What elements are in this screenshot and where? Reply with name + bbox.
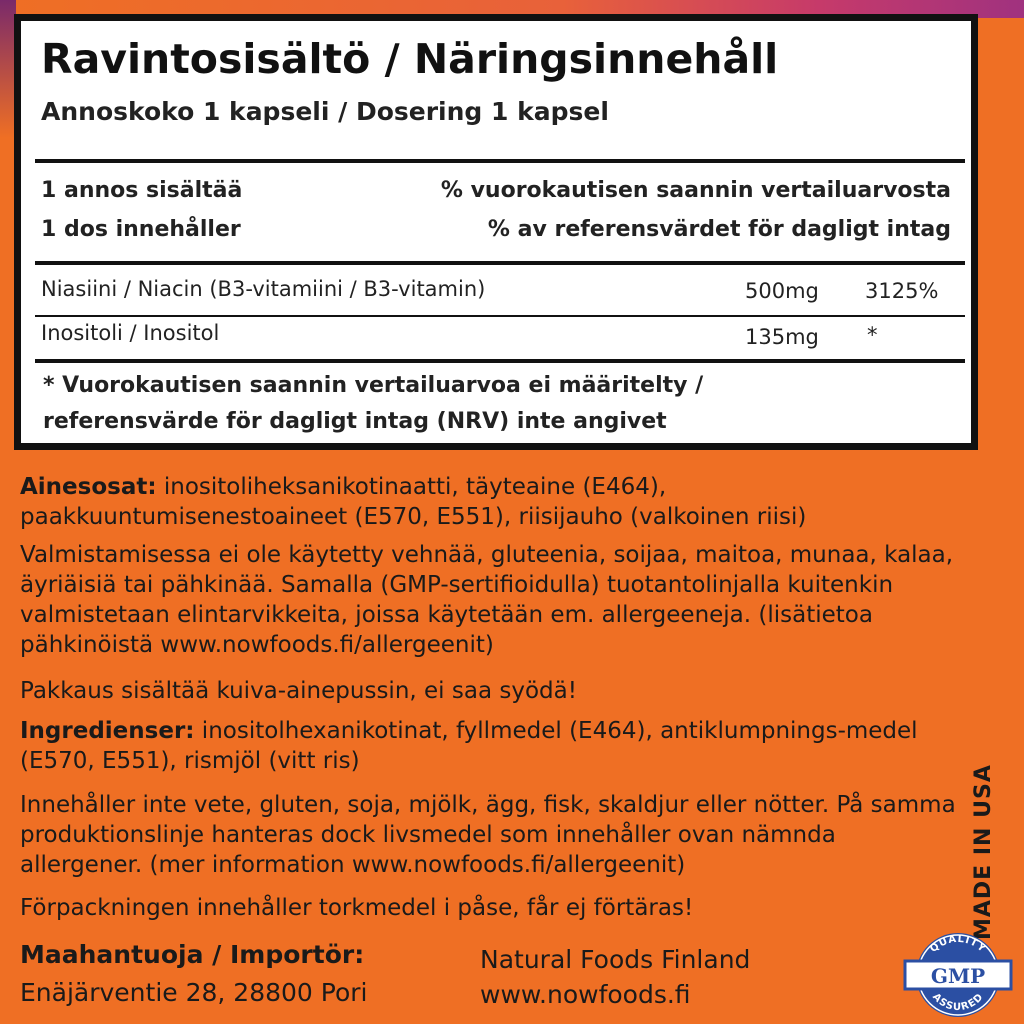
panel-title: Ravintosisältö / Näringsinnehåll bbox=[41, 35, 779, 83]
fi-ingredients-label: Ainesosat: bbox=[20, 474, 157, 500]
sv-ingredients-label: Ingredienser: bbox=[20, 718, 195, 744]
nutrition-panel bbox=[14, 14, 978, 450]
sv-ingredients-text: inositolhexanikotinat, fyllmedel (E464), antiklumpnings-medel (E570, E551), rismjöl (vitt ris) bbox=[20, 718, 918, 774]
seal-center-text: GMP bbox=[930, 964, 986, 988]
fi-ingredients bbox=[20, 472, 960, 532]
rule-under-rows bbox=[35, 359, 965, 363]
panel-subtitle: Annoskoko 1 kapseli / Dosering 1 kapsel bbox=[41, 97, 609, 126]
header-serving-sv: 1 dos innehåller bbox=[41, 217, 241, 242]
seal-bottom-text: ASSURED bbox=[930, 991, 986, 1014]
seal-top-text: QUALITY bbox=[928, 933, 988, 956]
fi-allergen-text: Valmistamisessa ei ole käytetty vehnää, gluteenia, soijaa, maitoa, munaa, kalaa, äyriäisiä tai pähkinää. Samalla (GMP-sertifioidulla) tuotantolinjalla kuitenkin valmistetaan elintarvikkeita, joissa käytetään em. allergeeneja. (lisätietoa pähkinöistä www.nowfoods.fi/allergeenit) bbox=[20, 542, 954, 658]
row-inositol-amount: 135mg bbox=[745, 325, 819, 349]
fi-ingredients-text: inositoliheksanikotinaatti, täyteaine (E464), paakkuuntumisenestoaineet (E570, E551), riisijauho (valkoinen riisi) bbox=[20, 474, 807, 530]
rule-under-header bbox=[35, 261, 965, 265]
row-niacin-percent: 3125% bbox=[865, 279, 939, 303]
sv-desiccant-text: Förpackningen innehåller torkmedel i påse, får ej förtäras! bbox=[20, 895, 694, 921]
importer-address: Enäjärventie 28, 28800 Pori bbox=[20, 978, 368, 1007]
header-ri-fi: % vuorokautisen saannin vertailuarvosta bbox=[440, 178, 951, 203]
sv-ingredients bbox=[20, 716, 960, 776]
footnote-line-2: referensvärde för dagligt intag (NRV) inte angivet bbox=[43, 409, 667, 434]
header-ri-sv: % av referensvärdet för dagligt intag bbox=[487, 217, 951, 242]
footnote-line-1: * Vuorokautisen saannin vertailuarvoa ei määritelty / bbox=[43, 373, 704, 398]
gmp-quality-seal-icon bbox=[903, 925, 1013, 1020]
row-inositol-name: Inositoli / Inositol bbox=[41, 321, 220, 345]
row-niacin-name: Niasiini / Niacin (B3-vitamiini / B3-vitamin) bbox=[41, 277, 486, 301]
importer-name: Natural Foods Finland bbox=[480, 945, 751, 974]
row-niacin-amount: 500mg bbox=[745, 279, 819, 303]
importer-website: www.nowfoods.fi bbox=[480, 980, 691, 1009]
sv-allergen-text: Innehåller inte vete, gluten, soja, mjölk, ägg, fisk, skaldjur eller nötter. På samma produktionslinje hanteras dock livsmedel som innehåller ovan nämnda allergener. (mer information www.nowfoods.fi/allergeenit) bbox=[20, 792, 956, 878]
header-serving-fi: 1 annos sisältää bbox=[41, 178, 243, 203]
importer-label: Maahantuoja / Importör: bbox=[20, 940, 365, 969]
row-inositol-percent: * bbox=[867, 323, 878, 347]
made-in-label: MADE IN USA bbox=[971, 764, 996, 940]
rule-between-rows bbox=[35, 315, 965, 317]
fi-desiccant-text: Pakkaus sisältää kuiva-ainepussin, ei saa syödä! bbox=[20, 678, 577, 704]
rule-under-title bbox=[35, 159, 965, 163]
